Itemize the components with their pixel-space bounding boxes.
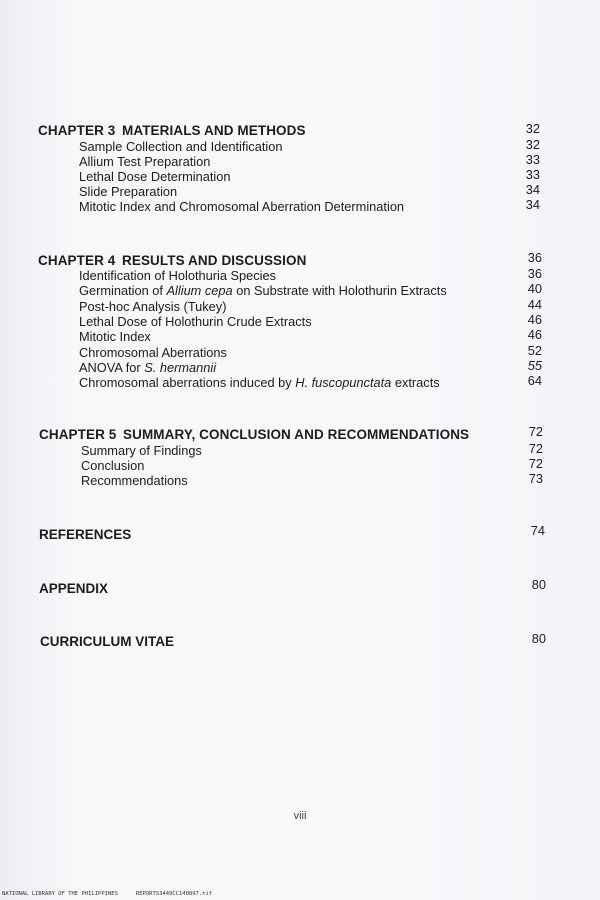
toc-entry-page-number: 46 bbox=[527, 327, 542, 343]
chapter-title: RESULTS AND DISCUSSION bbox=[122, 253, 307, 268]
toc-entry bbox=[79, 299, 226, 314]
toc-entry-page-number: 46 bbox=[527, 311, 542, 327]
toc-entry-text: Recommendations bbox=[81, 473, 188, 488]
toc-entry-page-number: 52 bbox=[527, 342, 542, 358]
toc-entry-page-number: 32 bbox=[525, 137, 540, 152]
toc-entry-page-number: 40 bbox=[527, 281, 542, 297]
toc-entry bbox=[79, 314, 312, 329]
chapter-heading bbox=[39, 427, 469, 442]
toc-entry-italic-text: Allium cepa bbox=[166, 283, 233, 299]
footer-stamp-right: REPORTS3449CC140897.tif bbox=[135, 891, 213, 897]
toc-entry-italic-text: H. fuscopunctata bbox=[295, 375, 392, 391]
chapter-page-number: 72 bbox=[528, 424, 543, 439]
toc-entry-text: Chromosomal aberrations induced by bbox=[79, 375, 296, 391]
toc-entry bbox=[79, 154, 210, 169]
section-page-number: 80 bbox=[531, 631, 546, 646]
toc-entry bbox=[79, 199, 404, 214]
toc-entry-text: Germination of bbox=[79, 283, 167, 299]
toc-entry-text: Mitotic Index and Chromosomal Aberration Determination bbox=[79, 199, 405, 215]
toc-entry bbox=[79, 360, 216, 375]
toc-entry bbox=[79, 375, 440, 390]
footer-stamp bbox=[2, 891, 212, 897]
toc-entry-page-number: 72 bbox=[528, 441, 543, 456]
toc-entry-text: Lethal Dose of Holothurin Crude Extracts bbox=[79, 313, 312, 329]
toc-entry bbox=[79, 139, 282, 154]
toc-entry bbox=[79, 329, 151, 344]
toc-entry-page-number: 44 bbox=[527, 296, 542, 312]
toc-entry-text: Conclusion bbox=[81, 458, 145, 473]
section-page-number: 74 bbox=[530, 523, 545, 538]
toc-entry-page-number: 55 bbox=[527, 357, 542, 373]
toc-entry bbox=[79, 268, 276, 283]
section-page-number: 80 bbox=[531, 577, 546, 592]
toc-entry bbox=[81, 473, 188, 488]
toc-entry-page-number: 33 bbox=[525, 167, 540, 183]
section-references: REFERENCES bbox=[39, 527, 132, 542]
toc-entry-text: Mitotic Index bbox=[79, 329, 151, 345]
toc-entry-page-number: 72 bbox=[528, 456, 543, 471]
chapter-number: CHAPTER 4 bbox=[38, 253, 116, 268]
section-appendix: APPENDIX bbox=[39, 581, 109, 596]
chapter-heading bbox=[38, 253, 306, 268]
toc-entry-text: Allium Test Preparation bbox=[79, 154, 211, 170]
chapter-title: MATERIALS AND METHODS bbox=[122, 123, 306, 138]
toc-entry-italic-text: S. hermannii bbox=[144, 359, 217, 375]
toc-entry-text: ANOVA for bbox=[79, 359, 145, 375]
toc-entry-text: Chromosomal Aberrations bbox=[79, 344, 227, 360]
toc-entry bbox=[79, 184, 177, 199]
toc-entry-text: extracts bbox=[391, 375, 440, 391]
chapter-number: CHAPTER 3 bbox=[38, 123, 116, 138]
chapter-heading bbox=[38, 123, 306, 138]
toc-entry-page-number: 34 bbox=[525, 197, 540, 213]
toc-entry-text: Identification of Holothuria Species bbox=[79, 268, 277, 283]
footer-stamp-left: NATIONAL LIBRARY OF THE PHILIPPINES bbox=[2, 891, 118, 897]
toc-entry-text: Summary of Findings bbox=[81, 443, 202, 458]
toc-entry bbox=[79, 283, 447, 298]
chapter-page-number: 32 bbox=[525, 121, 540, 136]
toc-entry bbox=[79, 345, 227, 360]
toc-entry-page-number: 36 bbox=[527, 266, 542, 281]
toc-entry-text: Post-hoc Analysis (Tukey) bbox=[79, 298, 227, 314]
toc-entry-text: Lethal Dose Determination bbox=[79, 169, 231, 185]
toc-entry-page-number: 73 bbox=[528, 471, 543, 486]
chapter-title: SUMMARY, CONCLUSION AND RECOMMENDATIONS bbox=[123, 427, 470, 442]
toc-entry bbox=[81, 458, 144, 473]
chapter-page-number: 36 bbox=[527, 250, 542, 265]
chapter-number: CHAPTER 5 bbox=[39, 427, 117, 442]
toc-entry-text: Slide Preparation bbox=[79, 184, 178, 200]
toc-entry-page-number: 34 bbox=[525, 182, 540, 198]
toc-entry-text: Sample Collection and Identification bbox=[79, 139, 283, 154]
page-folio: viii bbox=[293, 810, 307, 822]
toc-entry-page-number: 64 bbox=[527, 373, 542, 389]
toc-entry-text: on Substrate with Holothurin Extracts bbox=[232, 283, 447, 299]
toc-entry bbox=[79, 169, 231, 184]
toc-entry bbox=[81, 443, 202, 458]
toc-entry-page-number: 33 bbox=[525, 152, 540, 168]
section-curriculum-vitae: CURRICULUM VITAE bbox=[40, 634, 174, 649]
